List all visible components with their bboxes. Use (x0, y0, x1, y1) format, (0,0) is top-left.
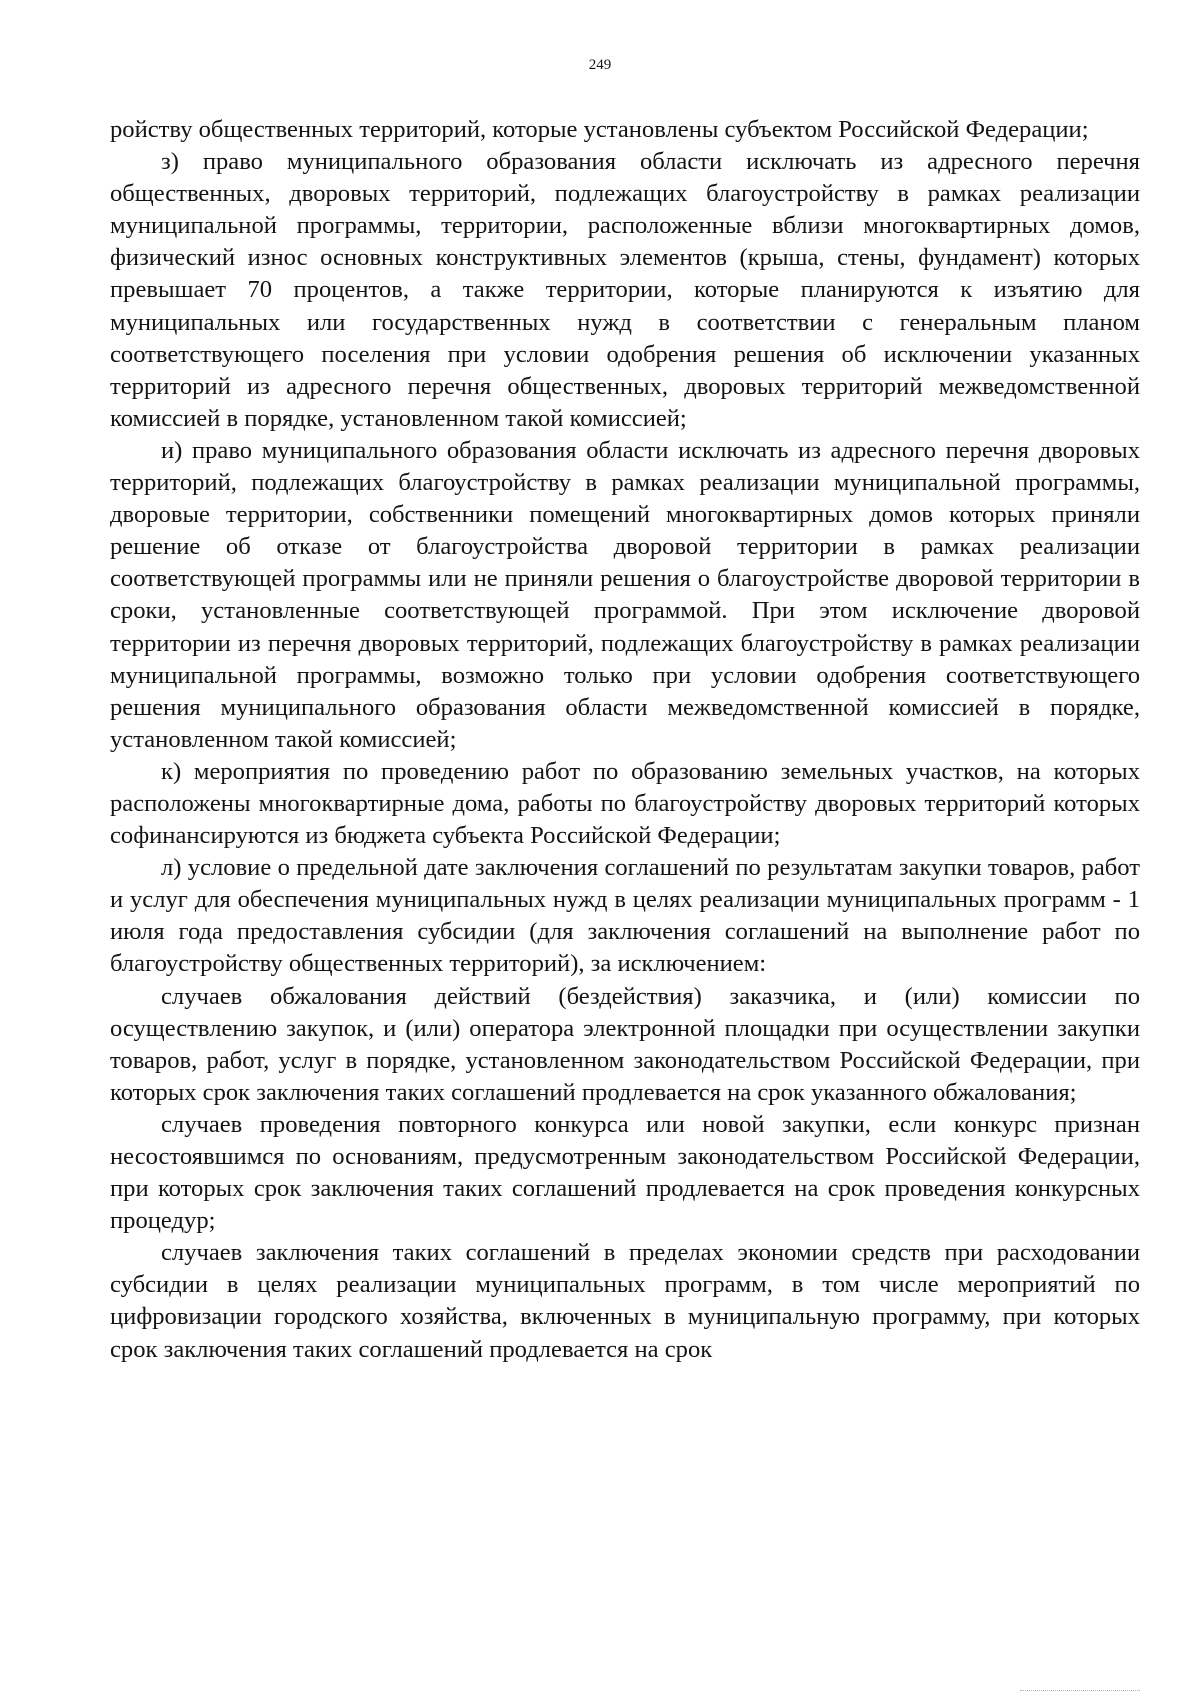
paragraph-exception-savings: случаев заключения таких соглашений в пределах экономии средств при расходовании субсидии в целях реализации муниципальных программ, в том числе мероприятий по цифровизации городского хозяйства, включенных в муниципальную программу, при которых срок заключения таких соглашений продлевается на срок (110, 1239, 1140, 1363)
scan-edge-mark (1020, 1686, 1140, 1691)
paragraph-exception-repeat-tender: случаев проведения повторного конкурса или новой закупки, если конкурс признан несостоявшимся по основаниям, предусмотренным законодательством Российской Федерации, при которых срок заключения таких соглашений продлевается на срок проведения конкурсных процедур; (110, 1110, 1140, 1235)
paragraph-continuation: ройству общественных территорий, которые установлены субъектом Российской Федерации; (110, 116, 1089, 143)
document-body (110, 114, 1140, 1366)
paragraph-item-i: и) право муниципального образования области исключать из адресного перечня дворовых территорий, подлежащих благоустройству в рамках реализации муниципальной программы, дворовые территории, собственники помещений многоквартирных домов которых приняли решение об отказе от благоустройства дворовой территории в рамках реализации соответствующей программы или не приняли решения о благоустройстве дворовой территории в сроки, установленные соответствующей программой. При этом исключение дворовой территории из перечня дворовых территорий, подлежащих благоустройству в рамках реализации муниципальной программы, возможно только при условии одобрения соответствующего решения муниципального образования области межведомственной комиссией в порядке, установленном такой комиссией; (110, 436, 1140, 753)
paragraph-item-z: з) право муниципального образования области исключать из адресного перечня общественных, дворовых территорий, подлежащих благоустройству в рамках реализации муниципальной программы, территории, расположенные вблизи многоквартирных домов, физический износ основных конструктивных элементов (крыша, стены, фундамент) которых превышает 70 процентов, а также территории, которые планируются к изъятию для муниципальных или государственных нужд в соответствии с генеральным планом соответствующего поселения при условии одобрения решения об исключении указанных территорий из адресного перечня общественных, дворовых территорий межведомственной комиссией в порядке, установленном такой комиссией; (110, 148, 1140, 432)
paragraph-item-k: к) мероприятия по проведению работ по образованию земельных участков, на которых расположены многоквартирные дома, работы по благоустройству дворовых территорий которых софинансируются из бюджета субъекта Российской Федерации; (110, 757, 1140, 850)
paragraph-item-l: л) условие о предельной дате заключения соглашений по результатам закупки товаров, работ и услуг для обеспечения муниципальных нужд в целях реализации муниципальных программ - 1 июля года предоставления субсидии (для заключения соглашений на выполнение работ по благоустройству общественных территорий), за исключением: (110, 854, 1140, 978)
paragraph-exception-appeal: случаев обжалования действий (бездействия) заказчика, и (или) комиссии по осуществлению закупок, и (или) оператора электронной площадки при осуществлении закупки товаров, работ, услуг в порядке, установленном законодательством Российской Федерации, при которых срок заключения таких соглашений продлевается на срок указанного обжалования; (110, 982, 1140, 1106)
page-number: 249 (588, 57, 612, 73)
